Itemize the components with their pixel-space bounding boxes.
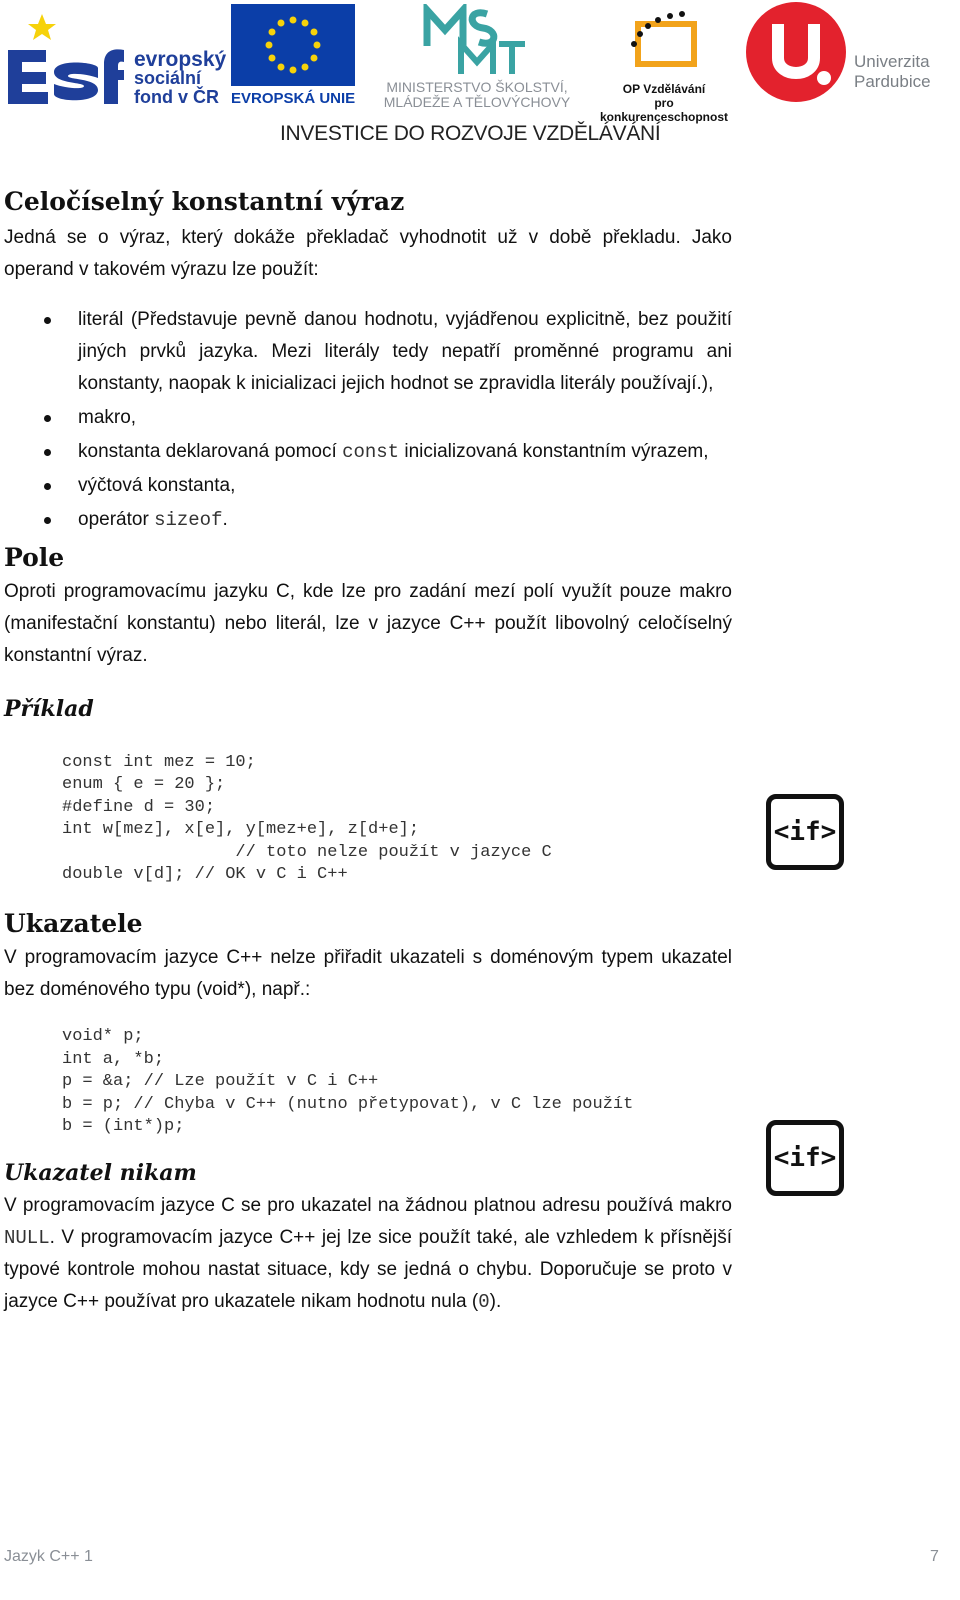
esf-line1: evropský	[134, 48, 227, 71]
list-item	[4, 304, 732, 400]
list-item	[4, 402, 732, 434]
page-number: 7	[930, 1548, 939, 1565]
code-block-pointers: void* p; int a, *b; p = &a; // Lze použít v C i C++ b = p; // Chyba v C++ (nutno přetypovat), v C lze použít b = (int*)p;	[62, 1027, 634, 1137]
list-item	[4, 504, 732, 536]
paragraph-text: . V programovacím jazyce C++ jej lze sice použít také, ale vzhledem k přísnější typové kontrole mohou nastat situace, kdy se jedná o chybu. Doporučuje se proto v jazyce C++ používat pro ukazatele nikam hodnotu nula (	[4, 1227, 732, 1313]
upce-text	[854, 52, 931, 92]
op-logo	[594, 4, 734, 124]
esf-letters-graphic	[4, 10, 126, 106]
op-line2: pro konkurenceschopnost	[599, 96, 729, 124]
list-item-text: inicializovaná konstantním výrazem,	[404, 441, 709, 462]
example-heading: Příklad	[4, 696, 94, 722]
list-item	[4, 436, 732, 468]
inline-code: const	[342, 441, 400, 463]
upce-line2: Pardubice	[854, 72, 931, 91]
footer-title: Jazyk C++ 1	[4, 1548, 93, 1565]
eu-flag-icon	[231, 4, 355, 86]
if-code-icon: <if>	[766, 794, 844, 870]
inline-code: 0	[478, 1291, 490, 1314]
bullet-icon	[44, 483, 51, 490]
op-mark-graphic	[624, 4, 708, 78]
list-item-text: makro,	[78, 407, 137, 428]
section-paragraph-nikam	[4, 1190, 732, 1318]
esf-logo	[4, 4, 227, 108]
bullet-icon	[44, 317, 51, 324]
code-block-example: const int mez = 10; enum { e = 20 }; #define d = 30; int w[mez], x[e], y[mez+e], z[d+e]; // toto nelze použít v jazyce C double v[d]; // OK v C i C++	[62, 753, 552, 885]
bullet-icon	[44, 517, 51, 524]
esf-logo-text	[134, 50, 226, 107]
paragraph-text: V programovacím jazyce C se pro ukazatel na žádnou platnou adresu používá makro	[4, 1195, 732, 1217]
esf-line3: fond v ČR	[134, 87, 219, 107]
list-item-text: konstanta deklarovaná pomocí	[78, 441, 337, 462]
list-item-text: literál (Představuje pevně danou hodnotu, vyjádřenou explicitně, bez použití jiných prvků jazyka. Mezi literály tedy nepatří proměnné programu ani konstanty, naopak k inicializaci jejich hodnot se zpravidla literály používají.),	[78, 309, 732, 394]
op-text	[594, 82, 734, 124]
msmt-line2: MLÁDEŽE A TĚLOVÝCHOVY	[383, 94, 571, 110]
eu-logo	[231, 4, 355, 108]
list-item-text: operátor	[78, 509, 149, 530]
esf-line2: sociální	[134, 68, 202, 88]
section-paragraph-pole: Oproti programovacímu jazyku C, kde lze pro zadání mezí polí využít pouze makro (manifestační konstantu) nebo literál, lze v jazyce C++ použít libovolný celočíselný konstantní výraz.	[4, 581, 732, 666]
msmt-mark-graphic	[421, 4, 531, 78]
section-heading-celociselny: Celočíselný konstantní výraz	[4, 187, 405, 216]
section-heading-ukazatele: Ukazatele	[4, 909, 143, 939]
inline-code: sizeof	[154, 509, 223, 531]
upce-line1: Univerzita	[854, 52, 930, 71]
section-heading-pole: Pole	[4, 543, 65, 572]
inline-code: NULL	[4, 1227, 50, 1250]
list-item-text: výčtová konstanta,	[78, 475, 236, 496]
paragraph-text: ).	[489, 1291, 502, 1313]
list-item	[4, 470, 732, 502]
upce-mark-graphic	[744, 0, 848, 104]
upce-logo	[744, 0, 954, 108]
investice-slogan: INVESTICE DO ROZVOJE VZDĚLÁVÁNÍ	[280, 122, 661, 145]
bullet-icon	[44, 449, 51, 456]
msmt-text	[366, 80, 588, 110]
list-item-text: .	[222, 509, 228, 530]
document-body	[4, 186, 732, 1318]
section-paragraph-intro: Jedná se o výraz, který dokáže překladač vyhodnotit už v době překladu. Jako operand v takovém výrazu lze použít:	[4, 227, 732, 280]
msmt-line1: MINISTERSTVO ŠKOLSTVÍ,	[386, 79, 568, 95]
msmt-logo	[366, 4, 588, 108]
if-code-icon: <if>	[766, 1120, 844, 1196]
section-paragraph-ukazatele: V programovacím jazyce C++ nelze přiřadit ukazateli s doménovým typem ukazatel bez doménového typu (void*), např.:	[4, 947, 732, 1001]
section-heading-ukazatel-nikam: Ukazatel nikam	[4, 1160, 197, 1187]
eu-label: EVROPSKÁ UNIE	[231, 90, 356, 107]
op-line1: OP Vzdělávání	[622, 82, 706, 96]
bullet-icon	[44, 415, 51, 422]
operand-list	[4, 304, 732, 536]
page-header	[0, 0, 960, 150]
